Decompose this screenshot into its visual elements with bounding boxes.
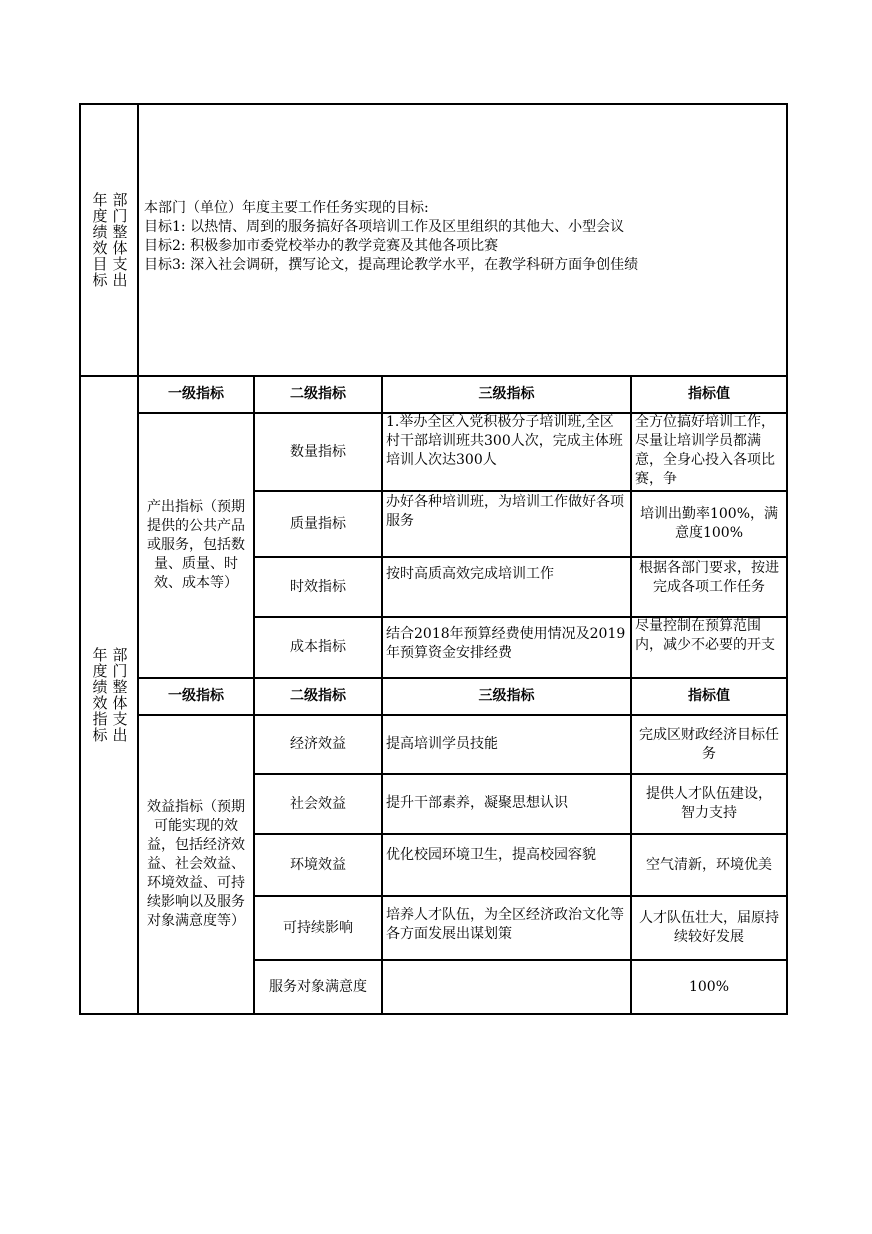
table-row-level2: 社会效益	[290, 795, 346, 812]
table-row-level2: 服务对象满意度	[269, 978, 367, 995]
header-level2: 二级指标	[290, 386, 346, 402]
grid-line	[630, 376, 632, 1015]
header-level2: 二级指标	[290, 688, 346, 704]
grid-line	[79, 103, 81, 1015]
table-row-level2: 成本指标	[290, 639, 346, 655]
section2-label-col1: 部门整体支出	[110, 647, 129, 743]
goals-block	[138, 104, 787, 376]
table-row-level3: 结合2018年预算经费使用情况及2019年预算资金安排经费	[386, 626, 626, 661]
table-row-level3: 培养人才队伍，为全区经济政治文化等各方面发展出谋划策	[386, 907, 624, 942]
grid-line	[253, 490, 788, 492]
grid-line	[253, 833, 788, 835]
header-value: 指标值	[688, 386, 730, 402]
table-row-level2: 可持续影响	[283, 919, 353, 936]
table-row-level3: 提高培训学员技能	[386, 736, 498, 752]
table-row-level2: 时效指标	[290, 578, 346, 595]
table-row-value: 完成区财政经济目标任务	[639, 726, 779, 762]
goal-item: 目标1: 以热情、周到的服务搞好各项培训工作及区里组织的其他大、小型会议	[144, 219, 625, 235]
section2-label-col2: 年度绩效指标	[90, 647, 109, 743]
table-row-level3	[382, 960, 631, 1014]
goal-item: 目标2: 积极参加市委党校举办的教学竞赛及其他各项比赛	[144, 238, 499, 254]
header-level1: 一级指标	[168, 386, 224, 402]
grid-line	[253, 895, 788, 897]
grid-line	[253, 376, 255, 1015]
table-row-value: 100%	[688, 978, 730, 995]
table-row-value: 全方位搞好培训工作，尽量让培训学员都满意，全身心投入各项比赛，争	[635, 414, 775, 487]
grid-line	[79, 375, 788, 377]
table-row-value: 尽量控制在预算范围内，减少不必要的开支	[635, 618, 775, 653]
table-row-value: 人才队伍壮大，届原持续较好发展	[639, 910, 779, 945]
table-row-level3: 提升干部素养，凝聚思想认识	[386, 795, 568, 811]
header-value: 指标值	[688, 688, 730, 704]
grid-line	[253, 773, 788, 775]
grid-line	[137, 677, 788, 679]
output-level1: 产出指标（预期提供的公共产品或服务，包括数量、质量、时效、成本等）	[147, 499, 245, 591]
table-row-value: 培训出勤率100%，满意度100%	[639, 506, 779, 541]
grid-line	[253, 959, 788, 961]
grid-line	[79, 1013, 788, 1015]
header-level3: 三级指标	[478, 386, 535, 402]
grid-line	[253, 616, 788, 618]
grid-line	[381, 376, 383, 1015]
section1-label	[80, 104, 138, 376]
table-row-level3: 优化校园环境卫生，提高校园容貌	[386, 847, 596, 863]
grid-line	[79, 103, 788, 105]
section1-label-col1: 部门整体支出	[110, 192, 129, 288]
grid-line	[137, 412, 788, 414]
table-row-level2: 质量指标	[290, 515, 346, 532]
table-row-value: 根据各部门要求，按进完成各项工作任务	[639, 560, 779, 595]
goal-item: 目标3: 深入社会调研，撰写论文，提高理论教学水平，在教学科研方面争创佳绩	[144, 257, 639, 273]
table-row-level3: 1.举办全区入党积极分子培训班,全区村干部培训班共300人次，完成主体班培训人次达300人	[386, 414, 623, 468]
table-row-level3: 按时高质高效完成培训工作	[386, 566, 554, 582]
section1-label-col2: 年度绩效目标	[90, 192, 109, 288]
grid-line	[786, 103, 788, 1015]
header-level1: 一级指标	[168, 688, 224, 704]
header-level3: 三级指标	[478, 688, 535, 704]
benefit-level1: 效益指标（预期可能实现的效益，包括经济效益、社会效益、环境效益、可持续影响以及服务对象满意度等）	[147, 799, 245, 929]
grid-line	[253, 556, 788, 558]
grid-line	[137, 714, 788, 716]
table-row-level2: 经济效益	[290, 736, 346, 752]
table-row-level2: 环境效益	[290, 856, 346, 873]
table-row-value: 提供人才队伍建设，智力支持	[646, 786, 772, 821]
table-row-level2: 数量指标	[290, 443, 346, 460]
grid-line	[137, 103, 139, 1015]
table-row-level3: 办好各种培训班，为培训工作做好各项服务	[386, 494, 624, 529]
table-row-value: 空气清新，环境优美	[646, 856, 772, 873]
goals-intro: 本部门（单位）年度主要工作任务实现的目标:	[144, 200, 429, 216]
section2-label	[80, 376, 138, 1014]
